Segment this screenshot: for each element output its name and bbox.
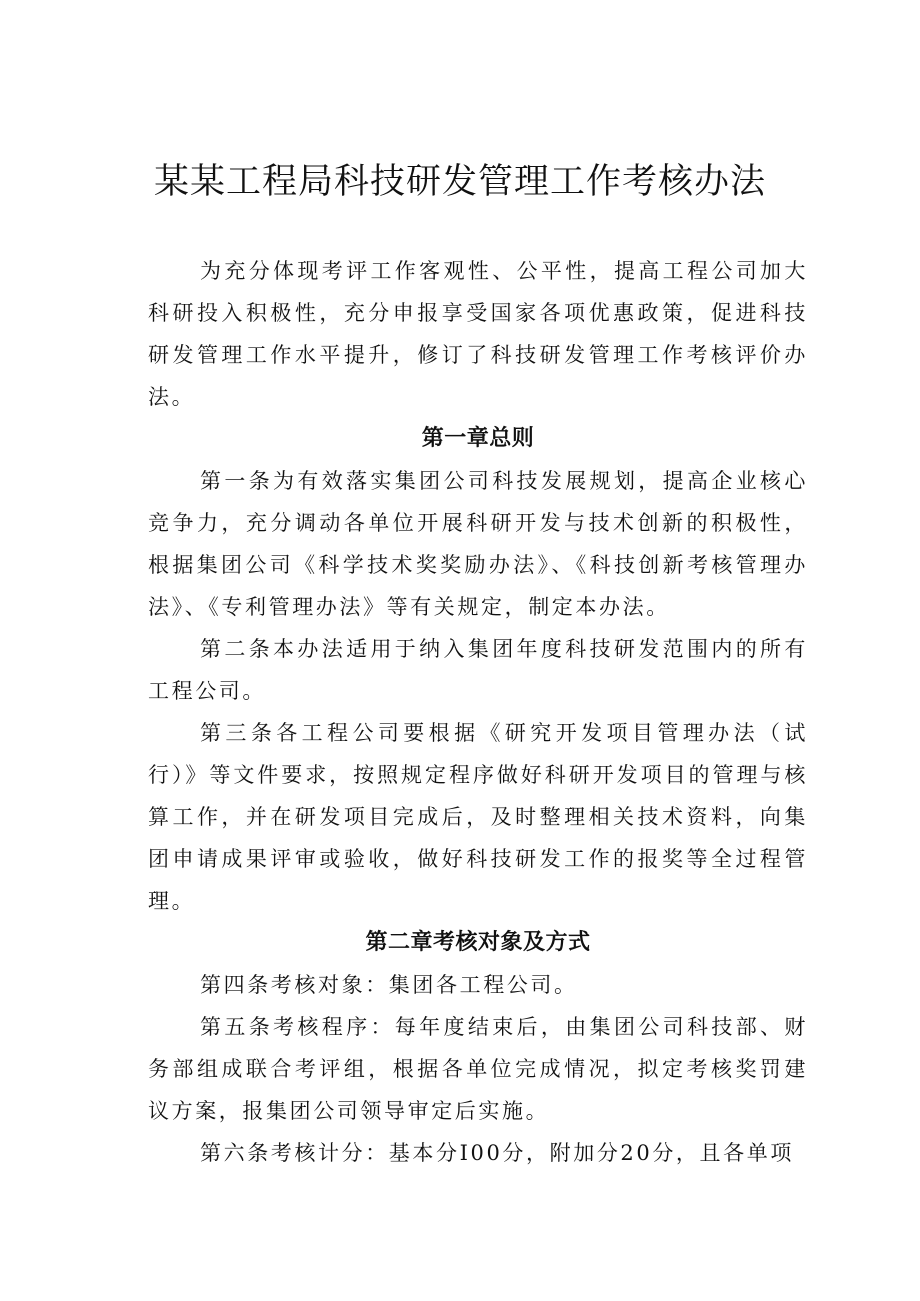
intro-paragraph: 为充分体现考评工作客观性、公平性，提高工程公司加大科研投入积极性，充分申报享受国家各项优惠政策，促进科技研发管理工作水平提升，修订了科技研发管理工作考核评价办法。 xyxy=(148,259,808,409)
document-title: 某某工程局科技研发管理工作考核办法 xyxy=(153,162,766,202)
article-2: 第二条本办法适用于纳入集团年度科技研发范围内的所有工程公司。 xyxy=(148,637,808,703)
article-3: 第三条各工程公司要根据《研究开发项目管理办法（试行）》等文件要求，按照规定程序做好科研开发项目的管理与核算工作，并在研发项目完成后，及时整理相关技术资料，向集团申请成果评审或验收，做好科技研发工作的报奖等全过程管理。 xyxy=(148,721,808,913)
article-4: 第四条考核对象：集团各工程公司。 xyxy=(200,973,578,997)
chapter-1-heading: 第一章总则 xyxy=(421,426,535,451)
article-1: 第一条为有效落实集团公司科技发展规划，提高企业核心竞争力，充分调动各单位开展科研开发与技术创新的积极性，根据集团公司《科学技术奖奖励办法》、《科技创新考核管理办法》、《专利管理办法》等有关规定，制定本办法。 xyxy=(148,469,808,619)
article-6: 第六条考核计分：基本分I00分，附加分20分，且各单项 xyxy=(200,1141,794,1165)
chapter-2-heading: 第二章考核对象及方式 xyxy=(365,930,591,955)
document-body xyxy=(148,250,808,1174)
article-5: 第五条考核程序：每年度结束后，由集团公司科技部、财务部组成联合考评组，根据各单位完成情况，拟定考核奖罚建议方案，报集团公司领导审定后实施。 xyxy=(148,1015,808,1123)
